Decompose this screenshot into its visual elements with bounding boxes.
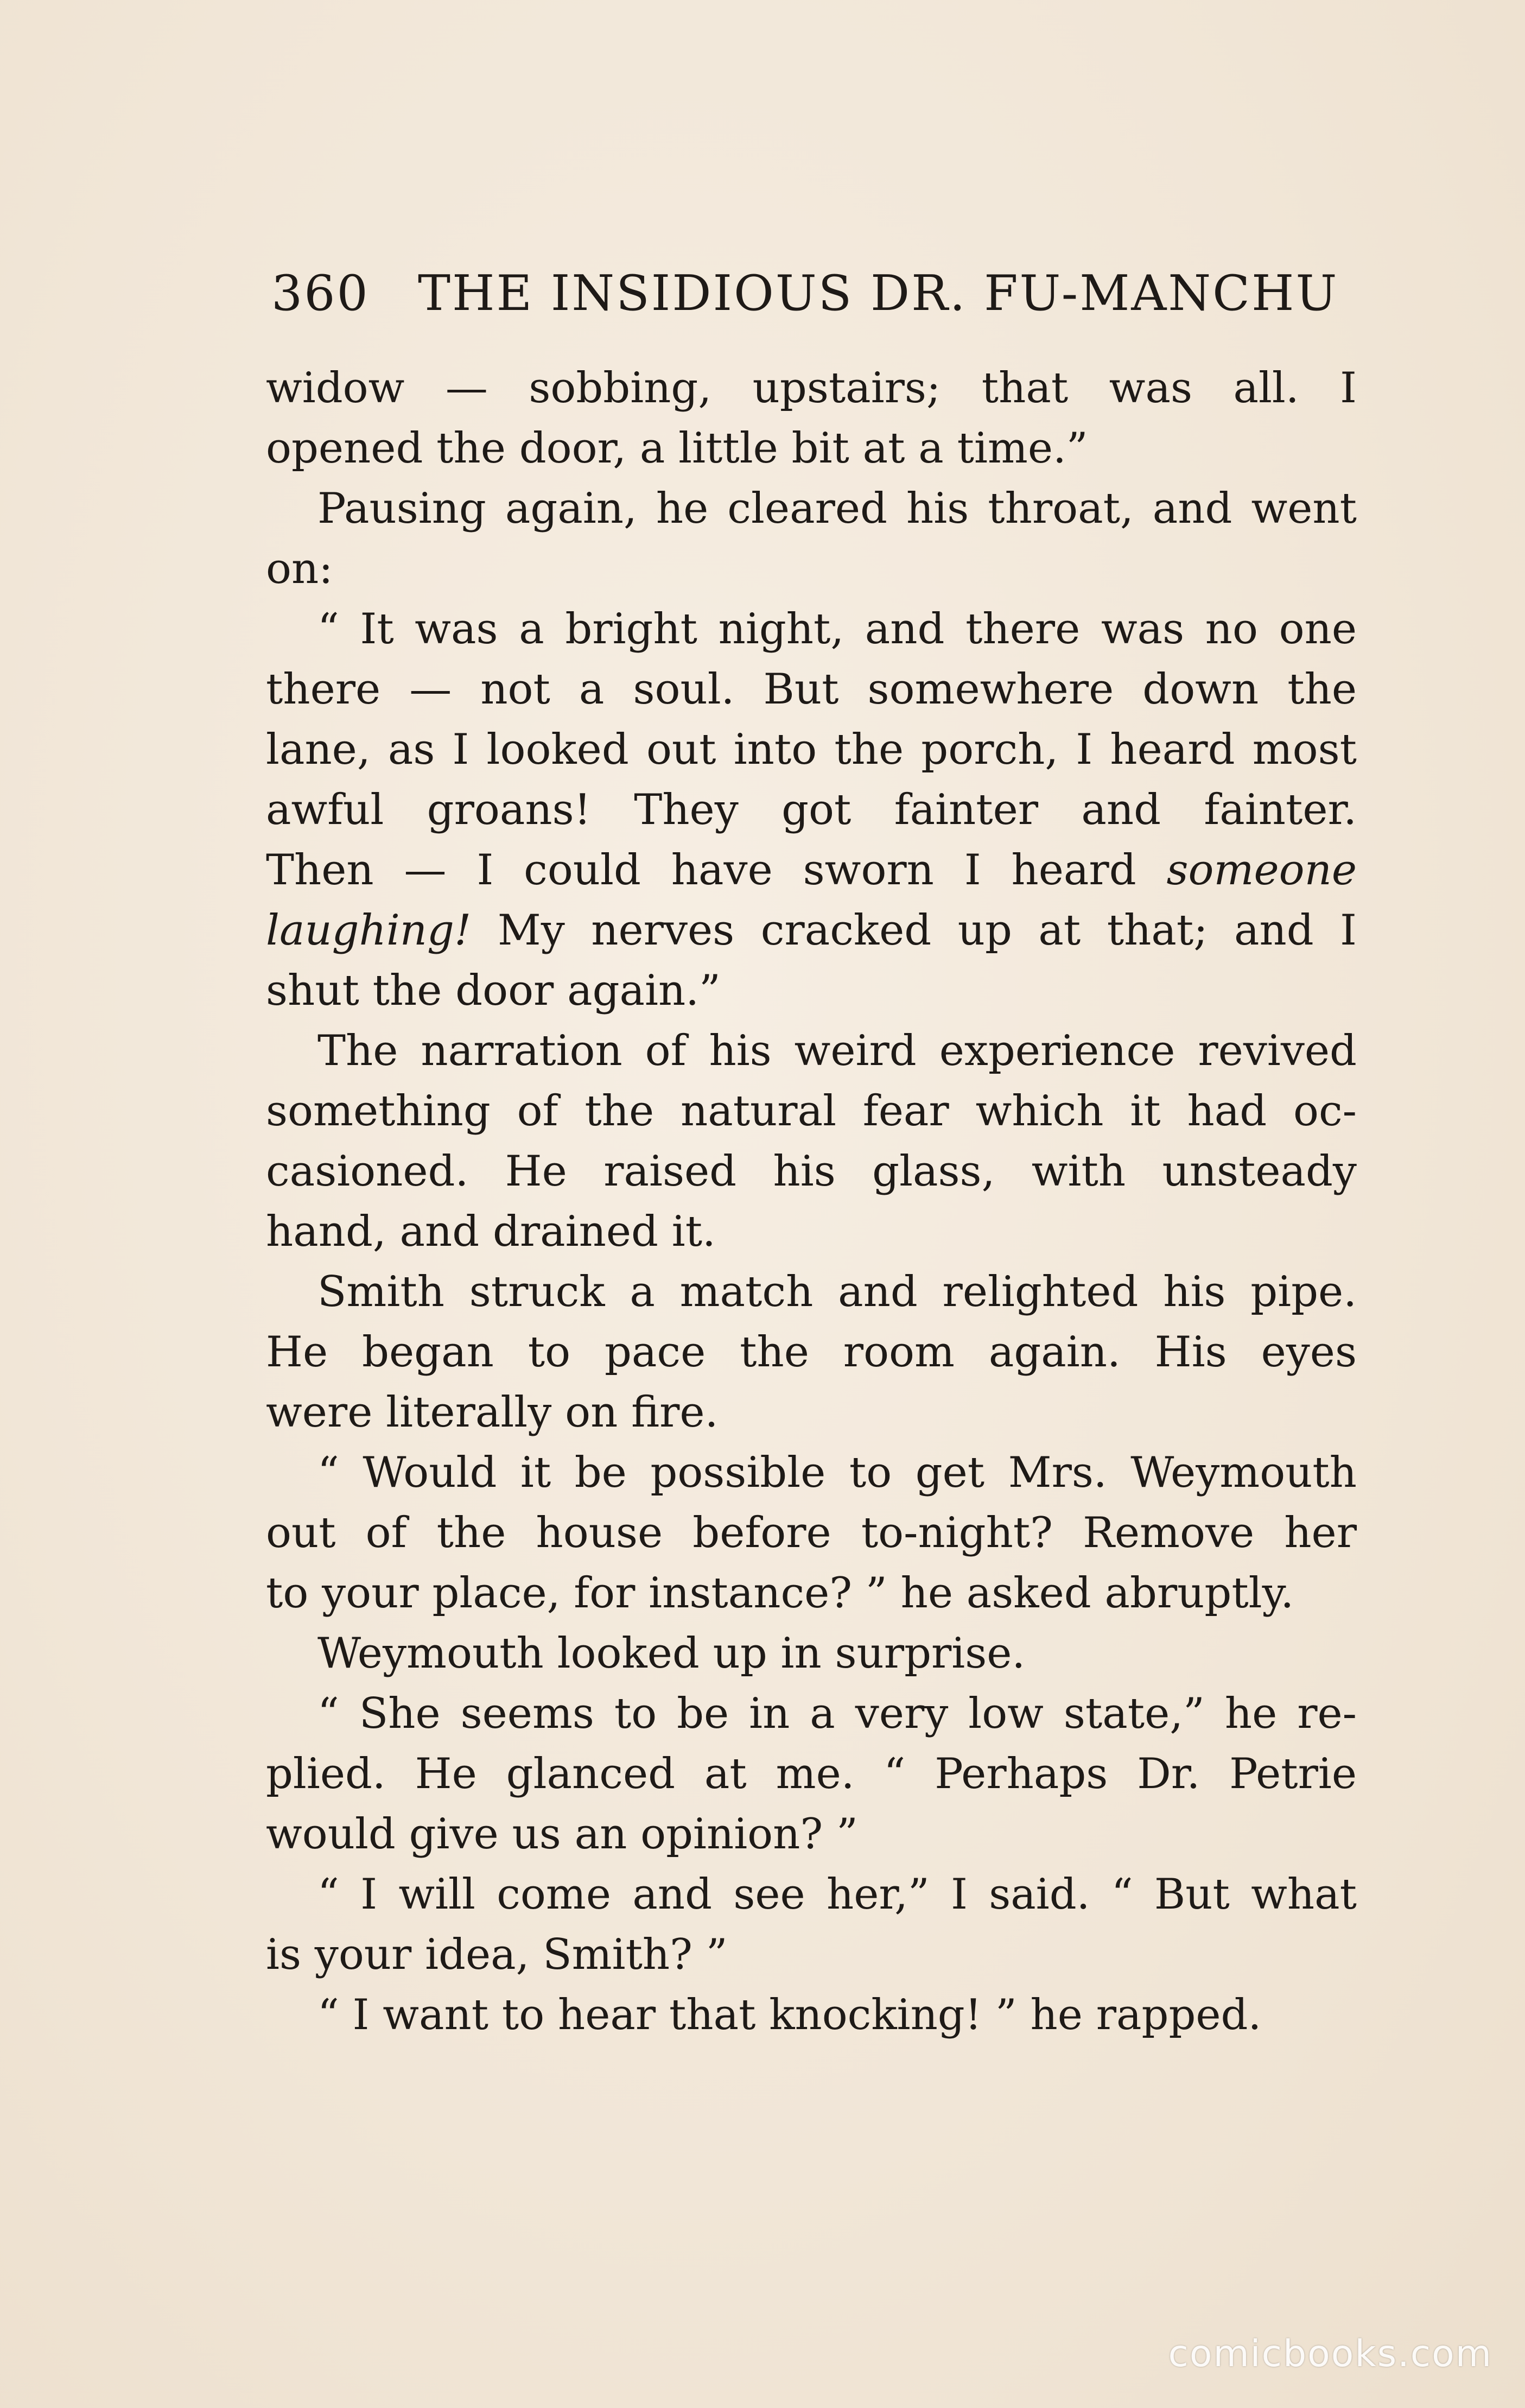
page-number: 360 (271, 265, 370, 322)
paragraph-start-line: The narration of his weird experience revived (317, 1026, 1357, 1075)
text-line: were literally on fire. (266, 1388, 719, 1437)
text-line: awful groans! They got fainter and fainter. (266, 785, 1357, 834)
paragraph-start-line: “ She seems to be in a very low state,” he re- (317, 1689, 1357, 1738)
text-line: on: (266, 544, 333, 593)
running-head (271, 265, 1339, 325)
text-line: widow — sobbing, upstairs; that was all. I (266, 364, 1357, 413)
book-title: THE INSIDIOUS DR. FU-MANCHU (418, 265, 1339, 322)
text-line: plied. He glanced at me. “ Perhaps Dr. Petrie (266, 1750, 1357, 1798)
paragraph-start-line: “ Would it be possible to get Mrs. Weymouth (317, 1448, 1357, 1497)
text-line: casioned. He raised his glass, with unsteady (266, 1147, 1357, 1196)
text-line (266, 901, 1357, 961)
text-line: is your idea, Smith? ” (266, 1930, 728, 1979)
paragraph-start-line: Weymouth looked up in surprise. (317, 1629, 1026, 1678)
text-line: He began to pace the room again. His eyes (266, 1328, 1357, 1377)
paragraph-start-line: “ I want to hear that knocking! ” he rapped. (317, 1991, 1262, 2039)
text-line: hand, and drained it. (266, 1207, 716, 1256)
text-line (266, 840, 1357, 901)
italic-text-run: someone (1166, 846, 1357, 895)
text-line: something of the natural fear which it had oc- (266, 1087, 1357, 1136)
paragraph-start-line: “ I will come and see her,” I said. “ But what (317, 1870, 1357, 1919)
text-line: lane, as I looked out into the porch, I heard most (266, 725, 1357, 774)
text-run: Then — I could have sworn I heard (266, 846, 1167, 895)
text-line: there — not a soul. But somewhere down the (266, 665, 1357, 714)
text-line: out of the house before to-night? Remove her (266, 1509, 1357, 1557)
text-line: opened the door, a little bit at a time.” (266, 424, 1088, 473)
text-line: would give us an opinion? ” (266, 1810, 858, 1859)
paragraph-start-line: “ It was a bright night, and there was no one (317, 605, 1357, 654)
paragraph-start-line: Pausing again, he cleared his throat, and went (317, 484, 1357, 533)
watermark-logo: comicbooks.com (1168, 2333, 1492, 2375)
italic-text-run: laughing! (266, 906, 472, 955)
paragraph-start-line: Smith struck a match and relighted his pipe. (317, 1268, 1357, 1316)
body-text (266, 358, 1357, 2045)
text-line: to your place, for instance? ” he asked abruptly. (266, 1569, 1294, 1618)
text-run: My nerves cracked up at that; and I (471, 906, 1357, 955)
text-line: shut the door again.” (266, 966, 721, 1015)
